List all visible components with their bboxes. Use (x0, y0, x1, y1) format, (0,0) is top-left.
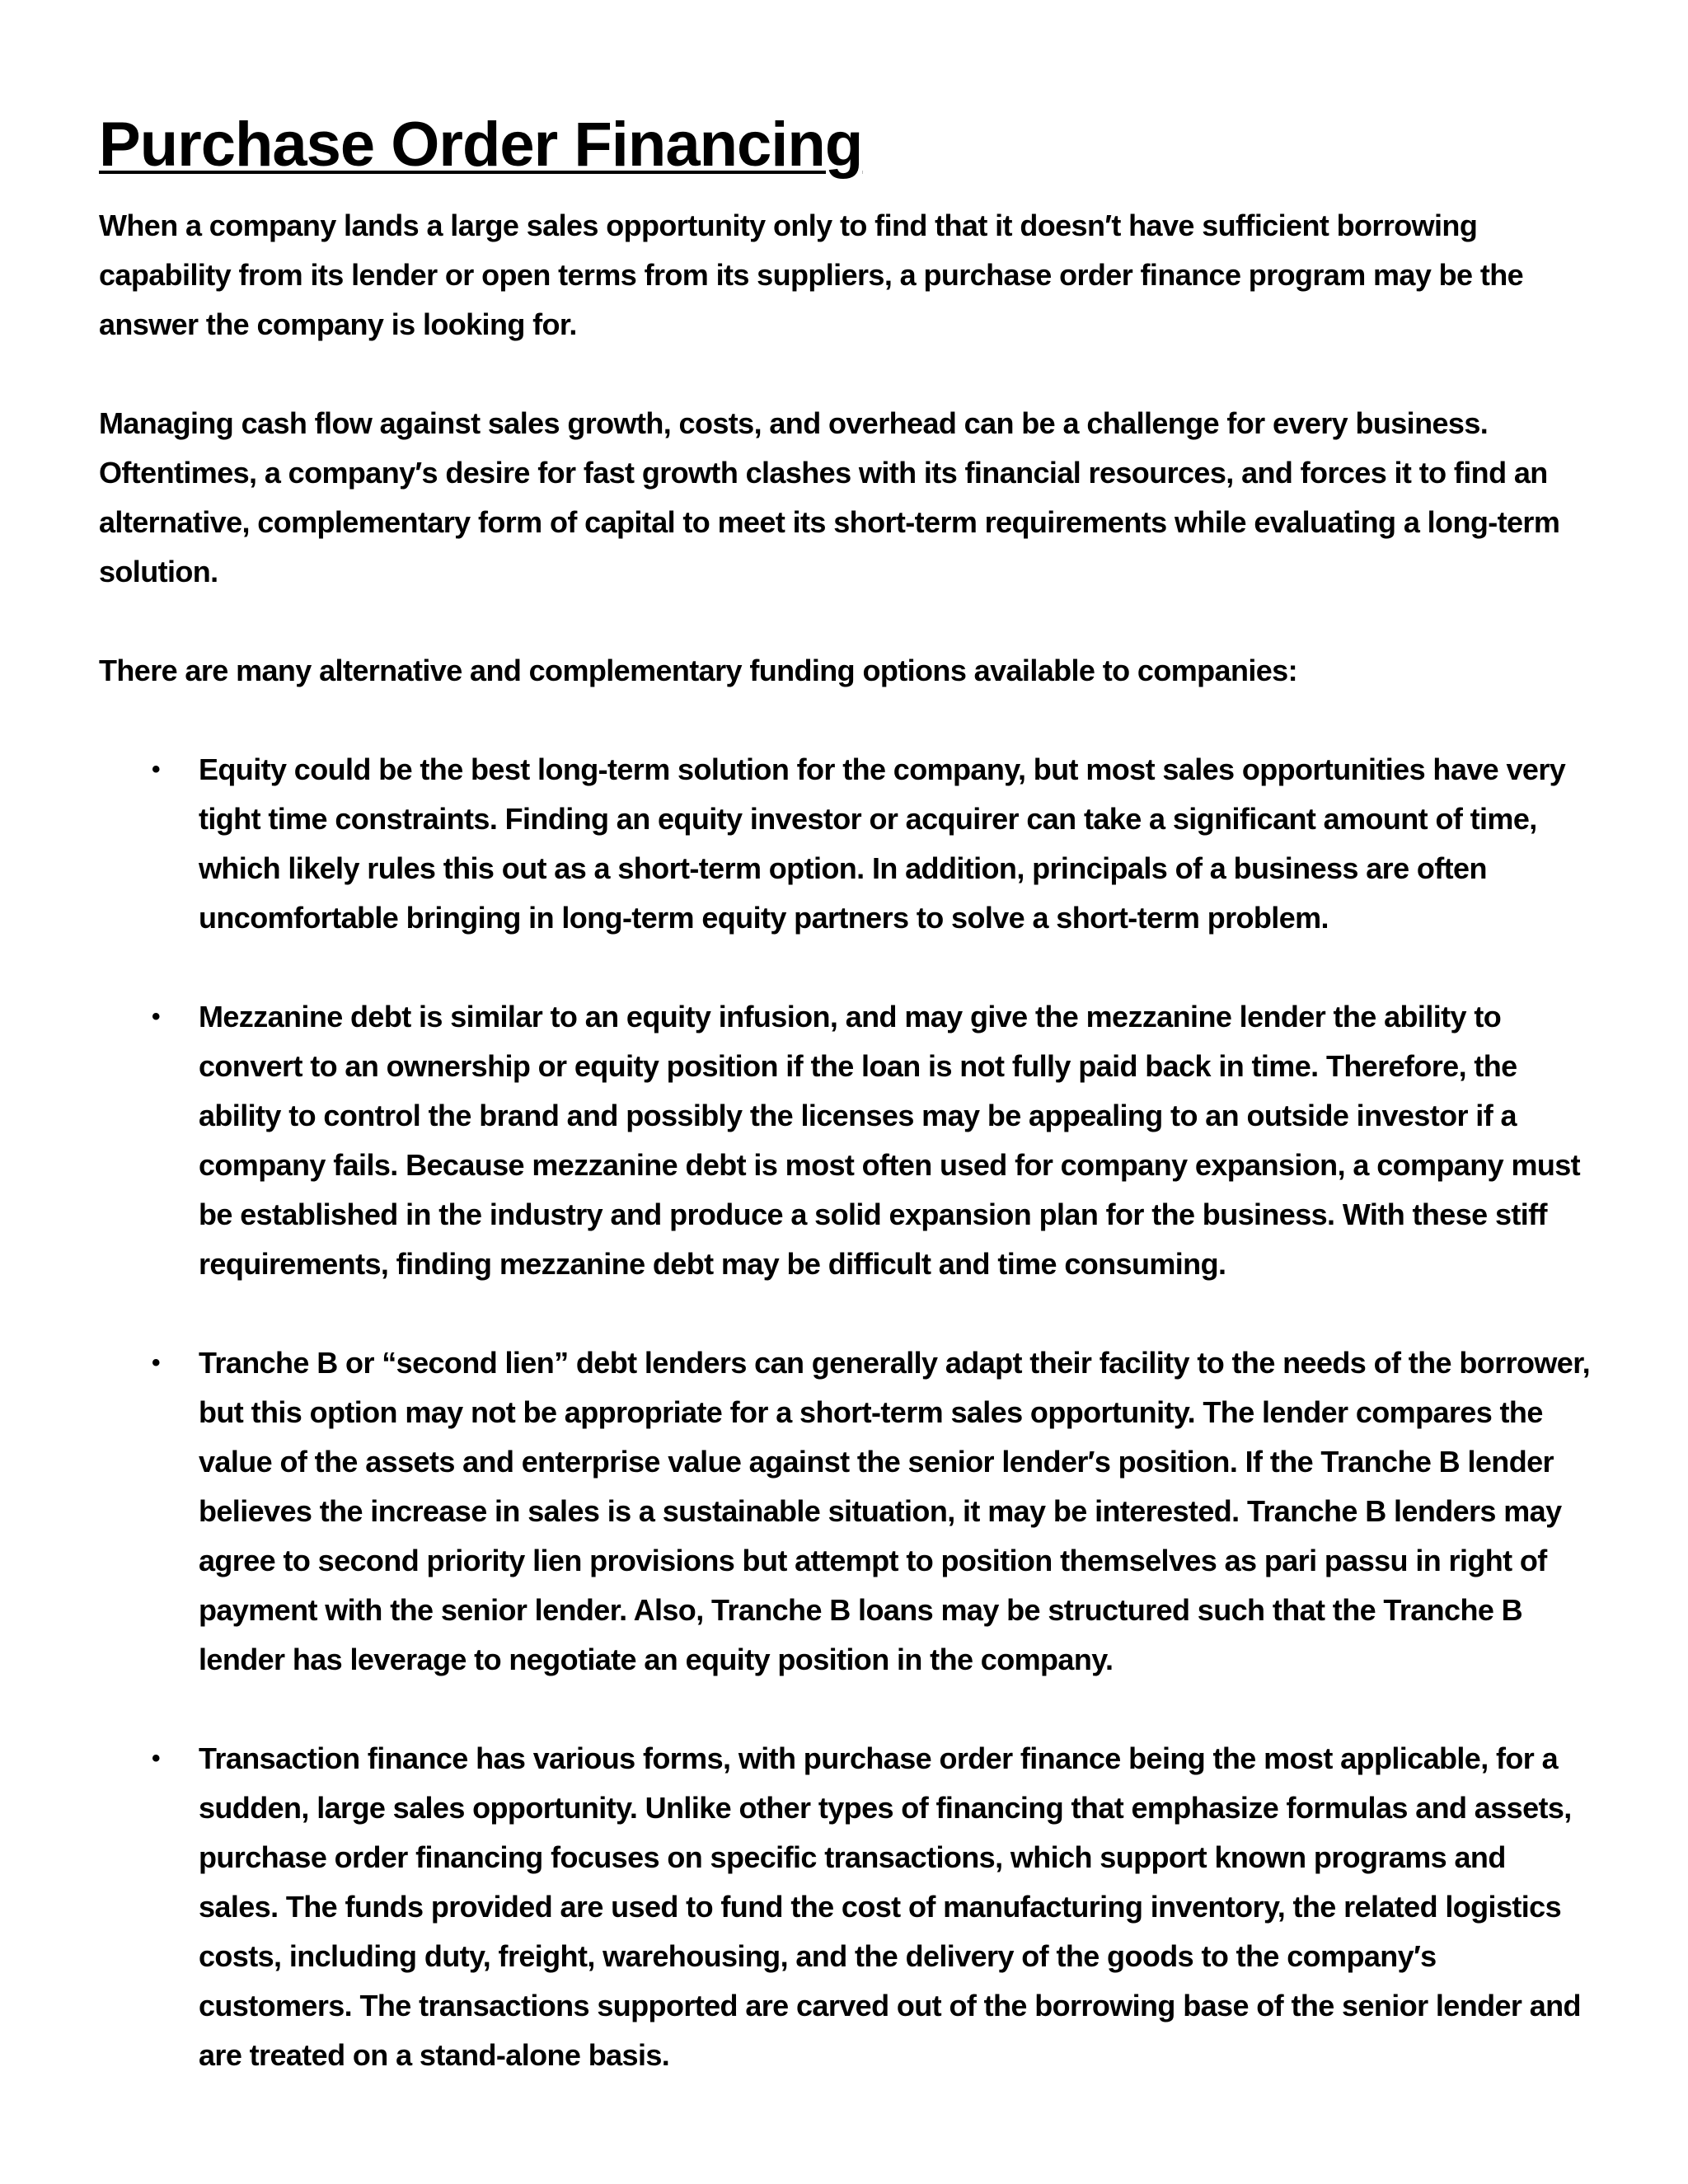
document-page (99, 107, 1591, 2080)
paragraph-spacer (99, 597, 1591, 646)
paragraph-spacer (99, 349, 1591, 399)
funding-options-list (99, 745, 1591, 2080)
list-item-text: Tranche B or “second lien” debt lenders can generally adapt their facility to the needs of the borrower, but this option may not be appropriate for a short-term sales opportunity. The lender compares the value of the assets and enterprise value against the senior lender′s position. If the Tranche B lender believes the increase in sales is a sustainable situation, it may be interested. Tranche B lenders may agree to second priority lien provisions but attempt to position themselves as pari passu in right of payment with the senior lender. Also, Tranche B loans may be structured such that the Tranche B lender has leverage to negotiate an equity position in the company. (199, 1346, 1591, 1676)
bullet-icon: • (152, 1003, 160, 1030)
bullet-icon: • (152, 756, 160, 783)
intro-paragraph: When a company lands a large sales opportunity only to find that it doesn′t have sufficient borrowing capability from its lender or open terms from its suppliers, a purchase order finance program may be the answer the company is looking for. (99, 209, 1524, 341)
list-item-text: Equity could be the best long-term solution for the company, but most sales opportunities have very tight time constraints. Finding an equity investor or acquirer can take a significant amount of time, which likely rules this out as a short-term option. In addition, principals of a business are often uncomfortable bringing in long-term equity partners to solve a short-term problem. (199, 752, 1566, 935)
list-item-transaction-finance (99, 1734, 1591, 2080)
list-item-equity (99, 745, 1591, 943)
bullet-icon: • (152, 1745, 160, 1772)
funding-options-intro: There are many alternative and complementary funding options available to companies: (99, 654, 1297, 687)
bullet-icon: • (152, 1349, 160, 1376)
list-item-text: Transaction finance has various forms, with purchase order finance being the most applicable, for a sudden, large sales opportunity. Unlike other types of financing that emphasize formulas and assets, purchase order financing focuses on specific transactions, which support known programs and sales. The funds provided are used to fund the cost of manufacturing inventory, the related logistics costs, including duty, freight, warehousing, and the delivery of the goods to the company′s customers. The transactions supported are carved out of the borrowing base of the senior lender and are treated on a stand-alone basis. (199, 1741, 1581, 2072)
cash-flow-paragraph: Managing cash flow against sales growth, costs, and overhead can be a challenge for every business. Oftentimes, a company′s desire for fast growth clashes with its financial resources, and forces it to find an alternative, complementary form of capital to meet its short-term requirements while evaluating a long-term solution. (99, 406, 1560, 588)
list-item-tranche-b (99, 1338, 1591, 1685)
page-title: Purchase Order Financing (99, 110, 863, 180)
list-item-mezzanine (99, 992, 1591, 1289)
list-item-text: Mezzanine debt is similar to an equity infusion, and may give the mezzanine lender the ability to convert to an ownership or equity position if the loan is not fully paid back in time. Therefore, the ability to control the brand and possibly the licenses may be appealing to an outside investor if a company fails. Because mezzanine debt is most often used for company expansion, a company must be established in the industry and produce a solid expansion plan for the business. With these stiff requirements, finding mezzanine debt may be difficult and time consuming. (199, 1000, 1581, 1281)
